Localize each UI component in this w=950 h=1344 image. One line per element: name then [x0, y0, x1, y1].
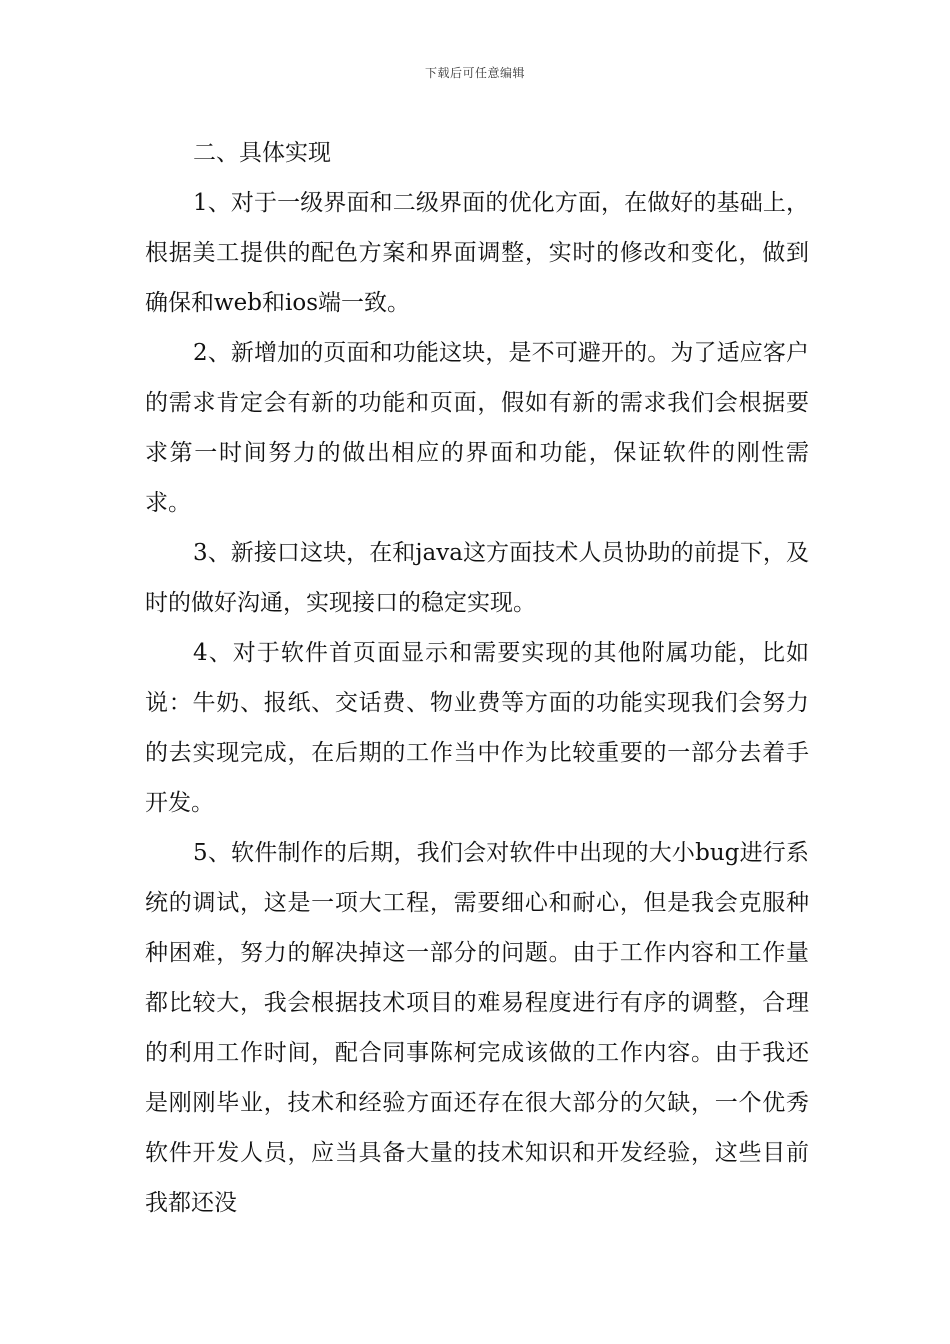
paragraph-1: 1、对于一级界面和二级界面的优化方面，在做好的基础上，根据美工提供的配色方案和界面调整，实时的修改和变化，做到确保和web和ios端一致。 [145, 190, 809, 316]
section-title: 二、具体实现 [193, 140, 331, 166]
paragraph-3: 3、新接口这块，在和java这方面技术人员协助的前提下，及时的做好沟通，实现接口的稳定实现。 [145, 540, 809, 616]
paragraph-2: 2、新增加的页面和功能这块，是不可避开的。为了适应客户的需求肯定会有新的功能和页面，假如有新的需求我们会根据要求第一时间努力的做出相应的界面和功能，保证软件的刚性需求。 [145, 340, 809, 516]
paragraph-4: 4、对于软件首页面显示和需要实现的其他附属功能，比如说：牛奶、报纸、交话费、物业费等方面的功能实现我们会努力的去实现完成，在后期的工作当中作为比较重要的一部分去着手开发。 [145, 640, 809, 816]
document-body [145, 128, 809, 1228]
paragraph-5: 5、软件制作的后期，我们会对软件中出现的大小bug进行系统的调试，这是一项大工程，需要细心和耐心，但是我会克服种种困难，努力的解决掉这一部分的问题。由于工作内容和工作量都比较大，我会根据技术项目的难易程度进行有序的调整，合理的利用工作时间，配合同事陈柯完成该做的工作内容。由于我还是刚刚毕业，技术和经验方面还存在很大部分的欠缺，一个优秀软件开发人员，应当具备大量的技术知识和开发经验，这些目前我都还没 [145, 840, 809, 1216]
header-note: 下载后可任意编辑 [424, 66, 525, 80]
